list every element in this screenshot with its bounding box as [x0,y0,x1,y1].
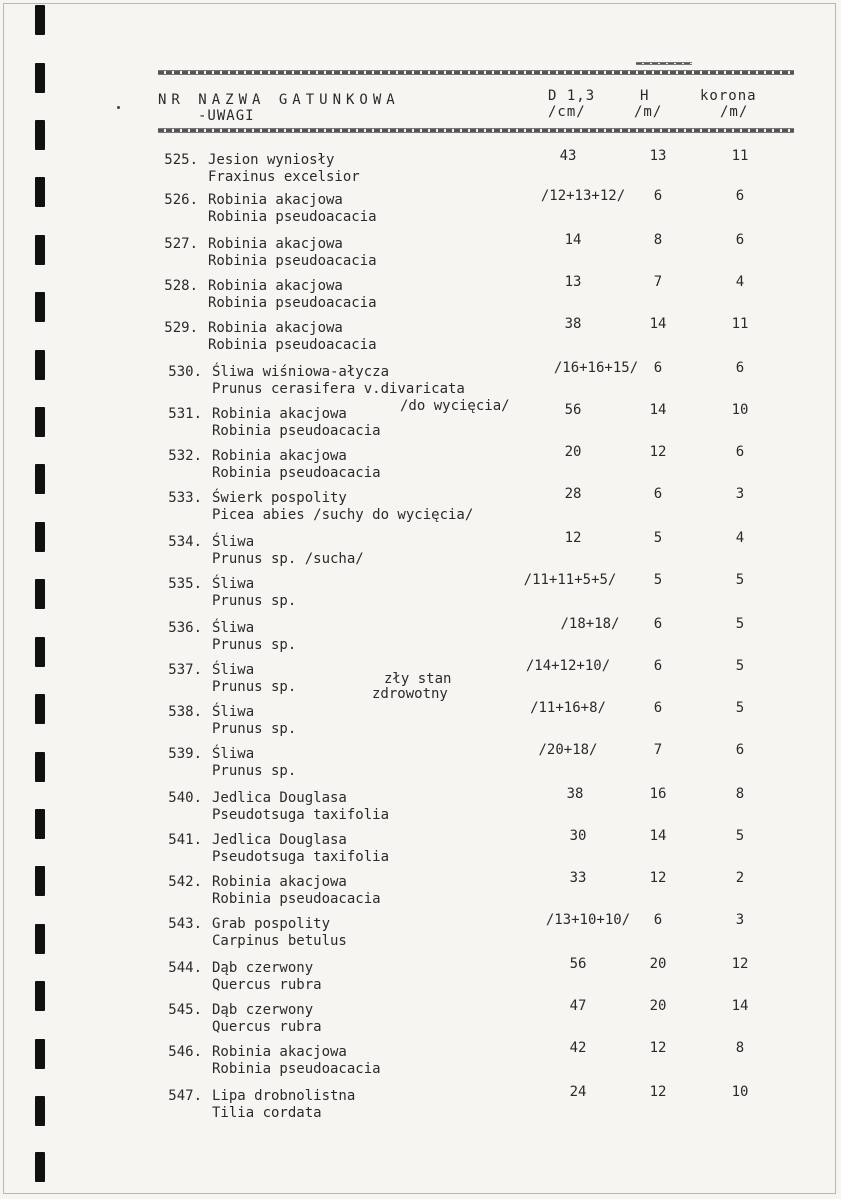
polish-name: Śliwa [212,576,255,592]
polish-name: Robinia akacjowa [208,320,343,336]
crown-value: 10 [731,402,749,418]
diameter-value: 43 [559,148,577,164]
row-number: 544. [168,960,202,976]
polish-name: Robinia akacjowa [208,236,343,252]
diameter-value: 33 [569,870,587,886]
header-diameter: D 1,3 [548,88,596,104]
diameter-value: 38 [564,316,582,332]
binding-hole [35,1152,45,1182]
diameter-value: /11+16+8/ [530,700,606,716]
latin-name: Robinia pseudoacacia [208,295,377,311]
crown-value: 6 [735,232,745,248]
diameter-value: /18+18/ [560,616,620,632]
height-value: 12 [649,1084,667,1100]
latin-name: Robinia pseudoacacia [212,891,381,907]
latin-name: Picea abies /suchy do wycięcia/ [212,507,474,523]
header-top-rule [158,70,794,75]
latin-name: Quercus rubra [212,1019,322,1035]
row-number: 547. [168,1088,202,1104]
crown-value: 2 [735,870,745,886]
crown-value: 14 [731,998,749,1014]
height-value: 16 [649,786,667,802]
row-number: 539. [168,746,202,762]
latin-name: Tilia cordata [212,1105,322,1121]
polish-name: Robinia akacjowa [212,874,347,890]
polish-name: Śliwa [212,620,255,636]
table-row [0,486,841,532]
table-row [0,912,841,958]
height-value: 8 [653,232,663,248]
diameter-value: /11+11+5+5/ [523,572,617,588]
note-zdrowotny: zdrowotny [372,686,448,702]
polish-name: Śliwa [212,662,255,678]
crown-value: 6 [735,742,745,758]
row-number: 530. [168,364,202,380]
crown-value: 4 [735,530,745,546]
height-value: 6 [653,616,663,632]
row-number: 532. [168,448,202,464]
polish-name: Jedlica Douglasa [212,790,347,806]
table-row [0,316,841,362]
height-value: 5 [653,572,663,588]
polish-name: Lipa drobnolistna [212,1088,356,1104]
table-row [0,444,841,490]
height-value: 12 [649,1040,667,1056]
height-value: 6 [653,486,663,502]
polish-name: Dąb czerwony [212,960,314,976]
diameter-value: 14 [564,232,582,248]
latin-name: Prunus sp. [212,679,297,695]
height-value: 12 [649,870,667,886]
height-value: 5 [653,530,663,546]
row-number: 527. [164,236,198,252]
row-number: 536. [168,620,202,636]
diameter-value: /14+12+10/ [525,658,611,674]
diameter-value: 47 [569,998,587,1014]
header-diameter-unit: /cm/ [548,104,586,120]
height-value: 6 [653,700,663,716]
latin-name: Prunus sp. [212,637,297,653]
header-crown: korona [700,88,757,104]
row-number: 525. [164,152,198,168]
table-row [0,786,841,832]
table-row [0,232,841,278]
polish-name: Śliwa [212,534,255,550]
crown-value: 5 [735,572,745,588]
polish-name: Robinia akacjowa [212,1044,347,1060]
height-value: 7 [653,742,663,758]
latin-name: Robinia pseudoacacia [212,465,381,481]
height-value: 6 [653,912,663,928]
polish-name: Dąb czerwony [212,1002,314,1018]
height-value: 7 [653,274,663,290]
crown-value: 5 [735,828,745,844]
table-row [0,870,841,916]
row-number: 540. [168,790,202,806]
header-height: H [640,88,650,104]
row-number: 534. [168,534,202,550]
latin-name: Pseudotsuga taxifolia [212,849,390,865]
polish-name: Jesion wyniosły [208,152,335,168]
diameter-value: 24 [569,1084,587,1100]
diameter-value: 56 [569,956,587,972]
table-row [0,956,841,1002]
table-row [0,828,841,874]
row-number: 528. [164,278,198,294]
crown-value: 5 [735,616,745,632]
table-row [0,1040,841,1086]
header-remarks-column: -UWAGI [198,108,255,124]
polish-name: Śliwa [212,746,255,762]
latin-name: Robinia pseudoacacia [208,337,377,353]
height-value: 6 [653,658,663,674]
table-row [0,700,841,746]
row-number: 531. [168,406,202,422]
latin-name: Carpinus betulus [212,933,347,949]
diameter-value: /12+13+12/ [540,188,626,204]
crown-value: 5 [735,700,745,716]
row-number: 529. [164,320,198,336]
row-number: 545. [168,1002,202,1018]
diameter-value: 12 [564,530,582,546]
note-zly-stan: zły stan [384,671,452,687]
crown-value: 8 [735,1040,745,1056]
table-row [0,572,841,618]
height-value: 12 [649,444,667,460]
header-top-rule-accent [636,62,692,65]
crown-value: 3 [735,912,745,928]
note-do-wyciecia: /do wycięcia/ [400,398,510,414]
polish-name: Robinia akacjowa [212,448,347,464]
latin-name: Prunus cerasifera v.divaricata [212,381,465,397]
row-number: 537. [168,662,202,678]
polish-name: Robinia akacjowa [208,192,343,208]
crown-value: 11 [731,316,749,332]
row-number: 541. [168,832,202,848]
height-value: 20 [649,998,667,1014]
polish-name: Śliwa wiśniowa-ałycza [212,364,390,380]
diameter-value: 13 [564,274,582,290]
latin-name: Pseudotsuga taxifolia [212,807,390,823]
binding-hole [35,5,45,35]
table-row [0,742,841,788]
row-number: 542. [168,874,202,890]
diameter-value: 28 [564,486,582,502]
height-value: 6 [653,188,663,204]
diameter-value: 42 [569,1040,587,1056]
row-number: 538. [168,704,202,720]
crown-value: 3 [735,486,745,502]
latin-name: Prunus sp. [212,763,297,779]
crown-value: 12 [731,956,749,972]
latin-name: Robinia pseudoacacia [208,253,377,269]
table-row [0,188,841,234]
table-row [0,530,841,576]
latin-name: Prunus sp. /sucha/ [212,551,364,567]
crown-value: 5 [735,658,745,674]
latin-name: Quercus rubra [212,977,322,993]
binding-hole [35,63,45,93]
crown-value: 8 [735,786,745,802]
row-number: 533. [168,490,202,506]
row-number: 543. [168,916,202,932]
binding-hole [35,120,45,150]
ink-dot [117,106,120,109]
diameter-value: 38 [566,786,584,802]
height-value: 6 [653,360,663,376]
height-value: 13 [649,148,667,164]
row-number: 526. [164,192,198,208]
diameter-value: 30 [569,828,587,844]
diameter-value: /16+16+15/ [553,360,639,376]
latin-name: Robinia pseudoacacia [212,423,381,439]
diameter-value: /20+18/ [538,742,598,758]
diameter-value: 56 [564,402,582,418]
crown-value: 6 [735,188,745,204]
crown-value: 11 [731,148,749,164]
latin-name: Robinia pseudoacacia [212,1061,381,1077]
latin-name: Prunus sp. [212,721,297,737]
header-name-column: NR NAZWA GATUNKOWA [158,92,400,108]
polish-name: Świerk pospolity [212,490,347,506]
polish-name: Robinia akacjowa [212,406,347,422]
latin-name: Fraxinus excelsior [208,169,360,185]
polish-name: Jedlica Douglasa [212,832,347,848]
polish-name: Grab pospolity [212,916,331,932]
crown-value: 6 [735,444,745,460]
latin-name: Prunus sp. [212,593,297,609]
crown-value: 6 [735,360,745,376]
header-crown-unit: /m/ [720,104,749,120]
row-number: 546. [168,1044,202,1060]
diameter-value: /13+10+10/ [545,912,631,928]
height-value: 14 [649,828,667,844]
latin-name: Robinia pseudoacacia [208,209,377,225]
row-number: 535. [168,576,202,592]
table-row [0,616,841,662]
crown-value: 4 [735,274,745,290]
table-row [0,274,841,320]
height-value: 20 [649,956,667,972]
header-bottom-rule [158,128,794,133]
height-value: 14 [649,402,667,418]
table-row [0,1084,841,1130]
header-height-unit: /m/ [634,104,663,120]
table-row [0,998,841,1044]
polish-name: Robinia akacjowa [208,278,343,294]
crown-value: 10 [731,1084,749,1100]
height-value: 14 [649,316,667,332]
polish-name: Śliwa [212,704,255,720]
diameter-value: 20 [564,444,582,460]
